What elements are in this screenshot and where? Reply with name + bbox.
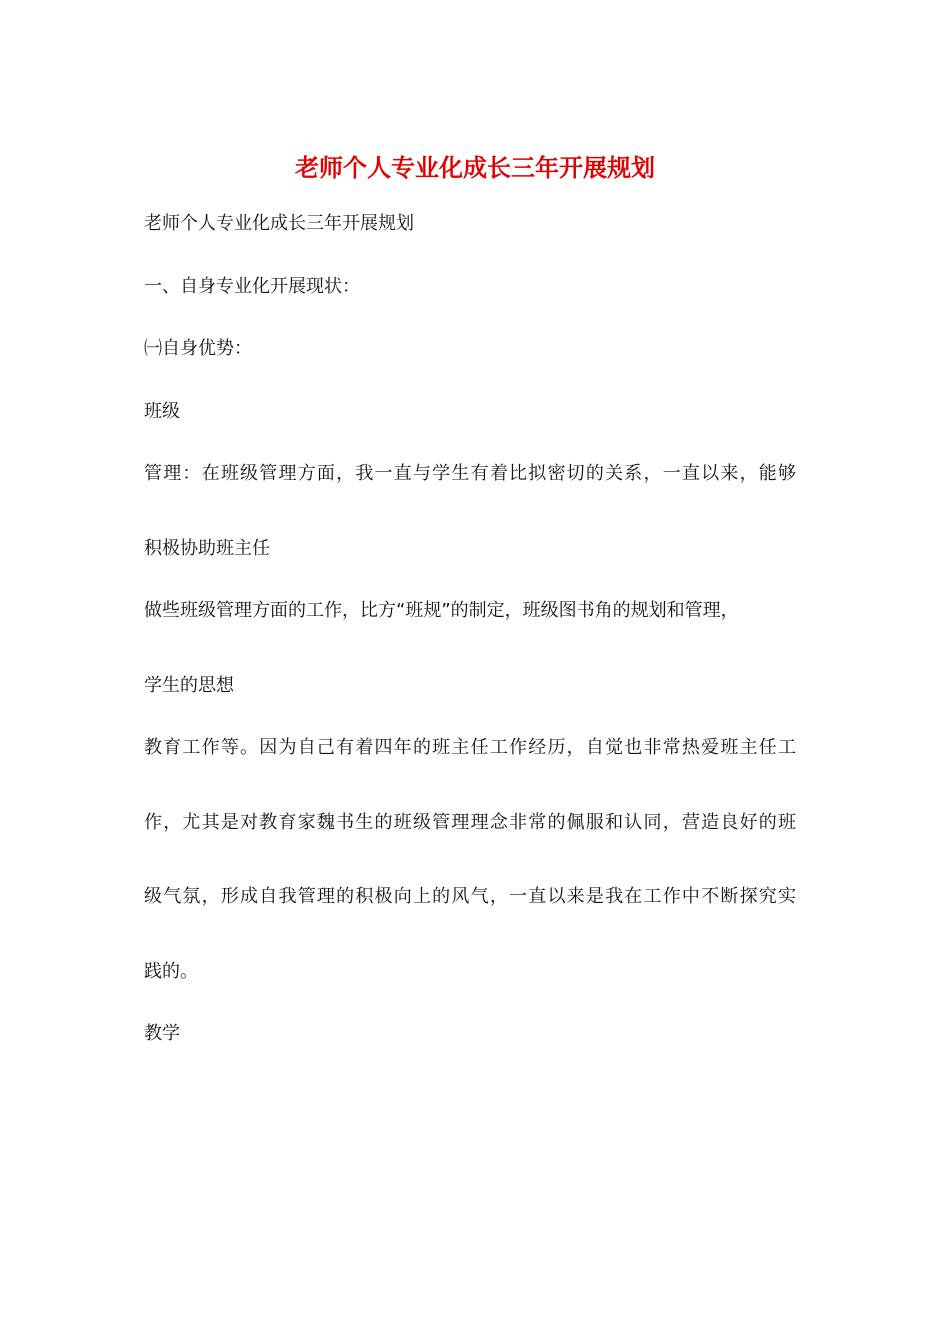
- paragraph-line: 教学: [144, 1023, 180, 1044]
- section-heading: 一、自身专业化开展现状：: [144, 276, 360, 297]
- paragraph-line: 学生的思想: [144, 675, 234, 696]
- document-title: 老师个人专业化成长三年开展规划: [295, 153, 655, 182]
- subsection-heading: ㈠自身优势：: [144, 338, 252, 359]
- paragraph-line: 管理：在班级管理方面，我一直与学生有着比拟密切的关系，一直以来，能够: [144, 463, 796, 484]
- paragraph-line: 践的。: [144, 961, 198, 982]
- subtitle-line: 老师个人专业化成长三年开展规划: [144, 213, 414, 234]
- paragraph-line: 班级: [144, 401, 180, 422]
- paragraph-line: 作，尤其是对教育家魏书生的班级管理理念非常的佩服和认同，营造良好的班: [144, 812, 796, 833]
- paragraph-line: 积极协助班主任: [144, 538, 270, 559]
- paragraph-line: 做些班级管理方面的工作，比方“班规”的制定，班级图书角的规划和管理，: [144, 600, 739, 621]
- paragraph-line: 级气氛，形成自我管理的积极向上的风气，一直以来是我在工作中不断探究实: [144, 886, 796, 907]
- paragraph-line: 教育工作等。因为自己有着四年的班主任工作经历，自觉也非常热爱班主任工: [144, 737, 796, 758]
